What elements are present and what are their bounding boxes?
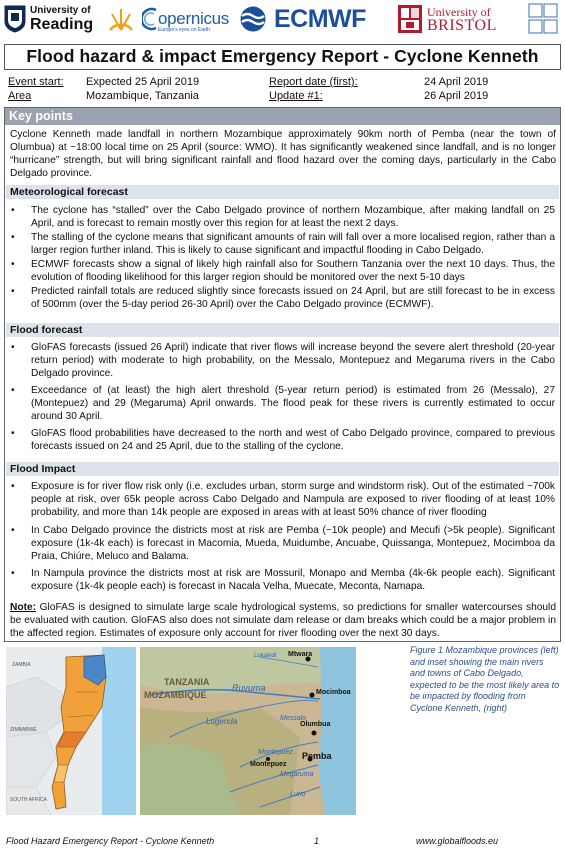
ecmwf-wave-icon: [236, 6, 270, 32]
bullet-icon: •: [11, 428, 15, 439]
section-heading-meteorological: Meteorological forecast: [6, 185, 559, 199]
bullet-icon: •: [11, 232, 15, 243]
ecmwf-logo: [236, 2, 394, 36]
bullet-icon: •: [11, 286, 15, 297]
bullet-icon: •: [11, 481, 15, 492]
bullet-text: Predicted rainfall totals are reduced slightly since forecasts issued on 24 April, but are still forecast to be in excess of 500mm (over the 5-day period 26-30 April) over the Cabo Delgado province (ECMWF).: [31, 286, 555, 310]
bullet-icon: •: [11, 259, 15, 270]
update-label: Update #1:: [269, 90, 323, 102]
map-label-river: Lugenda: [206, 717, 238, 726]
copernicus-c-icon: [142, 6, 158, 32]
section-heading-flood-impact: Flood Impact: [6, 462, 559, 476]
university-of-bristol-logo: [397, 2, 525, 36]
update-value: 26 April 2019: [424, 90, 489, 102]
figure-caption: Figure 1 Mozambique provinces (left) and inset showing the main rivers and towns of Cabo Delgado, expected to be the most likely area to be impacted by flooding from Cyclone Kenneth, (right): [410, 645, 560, 713]
reading-line2: Reading: [30, 16, 94, 33]
bullet-icon: •: [11, 385, 15, 396]
list-item: [9, 480, 555, 519]
map-label-river: Lukuledi: [254, 653, 277, 659]
bristol-line2: BRISTOL: [427, 17, 497, 34]
report-date-value: 24 April 2019: [424, 76, 489, 88]
report-meta: [8, 75, 558, 103]
map-label-town-pemba: Pemba: [302, 751, 332, 761]
list-item: [9, 567, 555, 593]
bullet-text: Exceedance of (at least) the high alert threshold (5-year return period) is estimated from 26 (Messalo), 27 (Montepuez) and 29 (Megaruma) April onwards. The flood peak for these rivers is currently estimated to occur around 30 April.: [31, 385, 555, 422]
figure-maps: [6, 647, 404, 815]
map-label-river: Ruvuma: [232, 683, 266, 693]
section-heading-flood-forecast: Flood forecast: [6, 323, 559, 337]
map-label-zimbabwe: ZIMBABWE: [10, 727, 37, 733]
map-label-river: Messalo: [280, 715, 307, 722]
list-item: [9, 285, 555, 311]
copernicus-name: opernicus: [158, 9, 230, 28]
meta-row-area: [8, 89, 558, 103]
bullet-text: In Cabo Delgado province the districts most at risk are Pemba (~10k people) and Mecufi (>5k people). Significant exposure (1k-4k each) is forecast in Macomia, Mueda, Muidumbe, Ancuabe, Quissanga, Montepuez, Mocimboa da Praia, Chiúre, Meluco and Balama.: [31, 525, 555, 562]
reading-crest-icon: [4, 5, 26, 33]
key-points-heading: Key points: [5, 108, 560, 125]
inset-map-graphic: [140, 647, 356, 815]
list-item: [9, 524, 555, 563]
copernicus-tagline: Europe's eyes on Earth: [158, 27, 210, 33]
fathom-grid-icon: [527, 2, 559, 36]
bullet-icon: •: [11, 568, 15, 579]
bullet-text: In Nampula province the districts most at risk are Mossuril, Monapo and Memba (4k-6k people each). Significant exposure (1k-4k people each) is forecast in Nacala Velha, Muecate, Meconta, Namapa.: [31, 568, 555, 592]
sun-ray-icon: [106, 4, 136, 34]
list-item: [9, 384, 555, 423]
list-item: [9, 204, 555, 230]
key-points-intro: Cyclone Kenneth made landfall in northern Mozambique approximately 90km north of Pemba (near the town of Olumbua) at ~18:00 local time on 25 April (source: WMO). It has significantly weakened since landfall, and is no longer “hurricane” strength, but will bring significant rainfall and flood hazard over the coming days, particularly in the Cabo Delgado province.: [10, 129, 556, 179]
map-label-tanzania: TANZANIA: [164, 677, 210, 687]
map-label-mozambique: MOZAMBIQUE: [144, 690, 207, 700]
bristol-line1: University of: [427, 5, 491, 19]
list-item: [9, 258, 555, 284]
copernicus-logo: [142, 2, 230, 36]
fathom-logo: [527, 2, 561, 36]
bullet-text: ECMWF forecasts show a signal of likely high rainfall also for Southern Tanzania over the next 10 days. Thus, the evolution of flooding likelihood for this larger region should be monitored over the next 5-10 days: [31, 259, 555, 283]
sun-logo: [106, 2, 138, 36]
bullet-text: The stalling of the cyclone means that significant amounts of rain will fall over a more localised region, rather than a larger region further inland. This is likely to cause significant and impactful flooding in Cabo Delgado.: [31, 232, 555, 256]
map-label-town-mtwara: Mtwara: [288, 651, 313, 658]
bristol-crest-icon: [397, 4, 423, 34]
bullet-text: GloFAS flood probabilities have decreased to the north and west of Cabo Delgado province, compared to previous forecasts issued on 24 and 25 April, due to the stalling of the cyclone.: [31, 428, 555, 452]
note-text: GloFAS is designed to simulate large scale hydrological systems, so predictions for smaller watercourses should be evaluated with caution. GloFAS also does not simulate dam release or dam breaks which could be a major problem in the affected region. Estimates of exposure only account for river flooding over the next 30 days.: [10, 602, 556, 639]
map-label-south-africa: SOUTH AFRICA: [10, 797, 47, 803]
meta-row-event: [8, 75, 558, 89]
note-label: Note:: [10, 602, 37, 613]
reading-line1: University of: [30, 5, 91, 16]
university-of-reading-logo: [4, 2, 102, 36]
map-label-river: Lurio: [290, 791, 306, 798]
map-label-town-montepuez: Montepuez: [250, 761, 287, 768]
logo-band: [0, 0, 565, 38]
footer-report-name: Flood Hazard Emergency Report - Cyclone Kenneth: [6, 836, 215, 846]
map-cabo-delgado-inset: [140, 647, 356, 815]
event-start-label: Event start:: [8, 76, 64, 88]
bullet-text: GloFAS forecasts (issued 26 April) indicate that river flows will increase beyond the severe alert threshold (20-year return period) with moderate to high probability, on the Messalo, Montepuez and Megaruma rivers in the Cabo Delgado province.: [31, 342, 555, 379]
list-item: [9, 231, 555, 257]
footer-page-number: 1: [314, 836, 320, 846]
key-points-box: [4, 107, 561, 642]
report-title: Flood hazard & impact Emergency Report - Cyclone Kenneth: [4, 44, 561, 70]
map-label-town-olumbua: Olumbua: [300, 721, 331, 728]
map-mozambique-provinces: [6, 647, 136, 815]
bullet-text: Exposure is for river flow risk only (i.e. excludes urban, storm surge and windstorm risk). Out of the estimated ~700k people at risk, over 65k people across Cabo Delgado and Nampula are exposed to river flooding of at least 10% probability, and more than 14k people are exposed in areas with at least 50% chance of river flooding: [31, 481, 555, 518]
area-label: Area: [8, 90, 32, 102]
area-value: Mozambique, Tanzania: [86, 90, 199, 102]
report-date-label: Report date (first):: [269, 76, 358, 88]
bullet-icon: •: [11, 342, 15, 353]
map-label-river: Montepuez: [258, 749, 293, 756]
bullet-text: The cyclone has “stalled” over the Cabo Delgado province of northern Mozambique, after making landfall on 25 April, and is forecast to remain mostly over this region for at least the next 2 days.: [31, 205, 555, 229]
bullet-icon: •: [11, 525, 15, 536]
note-paragraph: [10, 601, 556, 640]
map-label-zambia: ZAMBIA: [12, 662, 31, 668]
footer-website-link[interactable]: www.globalfloods.eu: [416, 836, 499, 846]
bullet-icon: •: [11, 205, 15, 216]
map-label-town-mocimboa: Mocimboa: [316, 689, 351, 696]
ecmwf-name: ECMWF: [274, 4, 366, 33]
event-start-value: Expected 25 April 2019: [86, 76, 200, 88]
list-item: [9, 341, 555, 380]
map-label-river: Megaruma: [280, 771, 314, 778]
list-item: [9, 427, 555, 453]
